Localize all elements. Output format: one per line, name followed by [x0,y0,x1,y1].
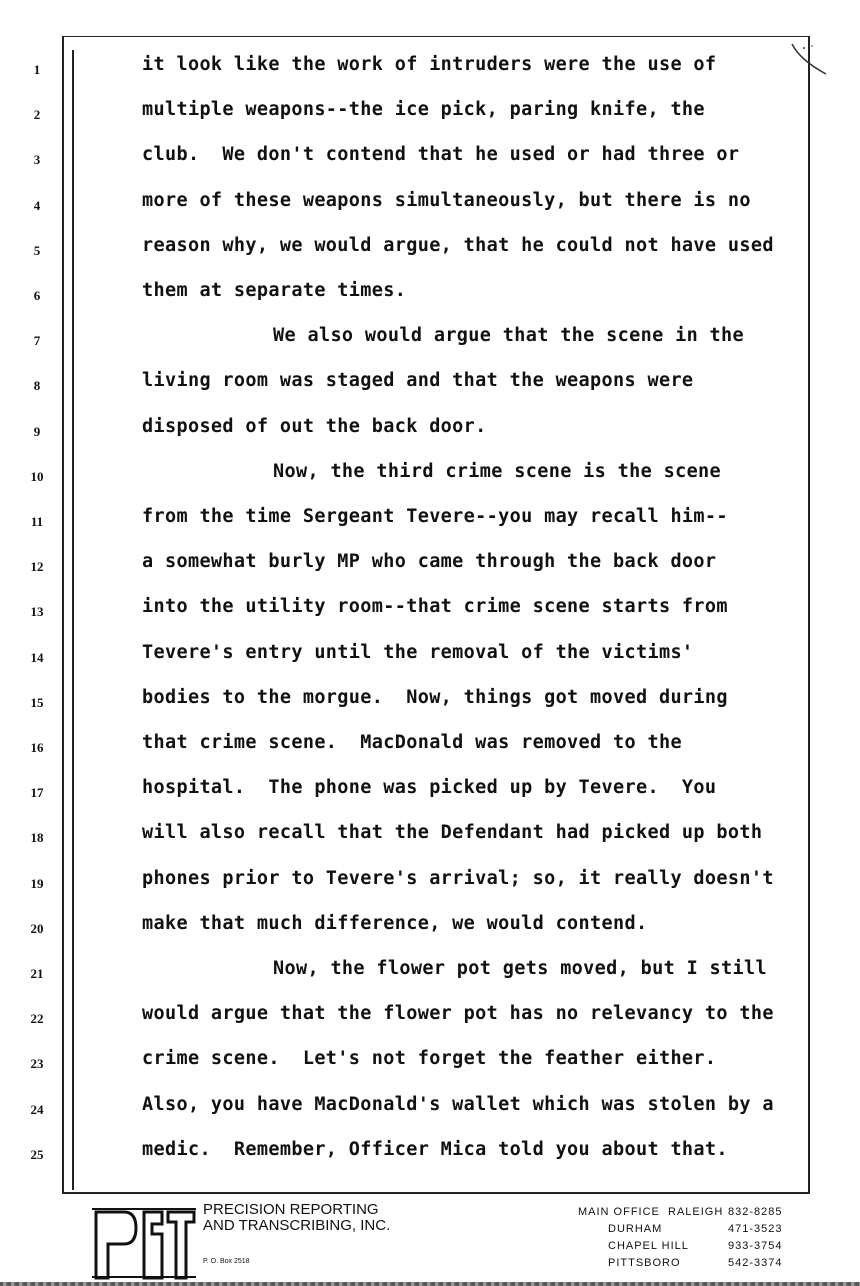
line-text: club. We don't contend that he used or had three or [142,144,740,166]
line-number: 19 [30,875,44,891]
transcript-line [0,278,860,318]
transcript-line [0,323,860,363]
line-text: that crime scene. MacDonald was removed to the [142,732,682,753]
line-number: 22 [30,1011,44,1027]
line-text: living room was staged and that the weapons were [142,370,694,392]
office-name: MAIN OFFICE RALEIGH [578,1206,724,1218]
line-number: 11 [30,514,44,529]
line-number: 15 [30,694,44,710]
firm-name-line1: PRECISION REPORTING [203,1201,379,1218]
office-name: DURHAM [608,1223,663,1235]
line-number: 16 [30,740,44,755]
line-number: 10 [30,468,44,484]
transcript-line [0,233,860,273]
line-number: 14 [30,649,44,665]
transcript-line [0,1046,860,1086]
office-phone: 933-3754 [728,1240,783,1252]
transcript-line [0,188,860,228]
page-footer [0,1196,860,1286]
transcript-line [0,685,860,725]
line-text: phones prior to Tevere's arrival; so, it really doesn't [142,867,774,889]
line-text: from the time Sergeant Tevere--you may recall him-- [142,506,728,527]
line-number: 1 [33,62,41,77]
office-phone: 471-3523 [728,1223,783,1235]
line-number: 18 [30,830,44,846]
transcript-line [0,52,860,92]
line-number: 5 [33,242,41,258]
transcript-line [0,504,860,544]
transcript-line [0,368,860,408]
line-text: Now, the third crime scene is the scene [273,460,722,482]
transcript-line [0,866,860,906]
transcript-line [0,640,860,680]
office-entry [608,1223,783,1235]
line-number: 12 [30,559,44,575]
line-text: more of these weapons simultaneously, but there is no [142,189,751,211]
transcript-line [0,730,860,770]
line-text: medic. Remember, Officer Mica told you about that. [142,1138,728,1160]
line-number: 21 [30,966,44,981]
line-number: 7 [33,333,41,349]
line-text: We also would argue that the scene in the [273,325,745,347]
line-text: it look like the work of intruders were the use of [142,54,717,75]
office-phone: 832-8285 [728,1206,783,1218]
pt-logo-icon [90,1204,198,1280]
line-number: 6 [33,288,41,303]
line-number: 24 [30,1101,44,1117]
office-entry [578,1206,783,1218]
line-number: 3 [33,152,41,168]
line-text: disposed of out the back door. [142,415,487,437]
line-text: would argue that the flower pot has no relevancy to the [142,1003,774,1025]
transcript-line [0,775,860,815]
line-number: 17 [30,785,44,801]
line-number: 4 [33,197,41,213]
office-name: CHAPEL HILL [608,1240,689,1252]
line-text: hospital. The phone was picked up by Tevere. You [142,777,717,799]
transcript-line [0,97,860,137]
line-text: crime scene. Let's not forget the feather either. [142,1048,717,1070]
transcript-line [0,820,860,860]
transcript-line [0,956,860,996]
firm-name [203,1202,390,1234]
line-text: Now, the flower pot gets moved, but I still [273,958,767,979]
transcript-line [0,911,860,951]
transcript-line [0,142,860,182]
line-number: 13 [30,604,44,620]
transcript-line [0,549,860,589]
office-phone: 542-3374 [728,1257,783,1269]
line-text: will also recall that the Defendant had picked up both [142,822,763,844]
line-number: 8 [33,378,41,394]
line-number: 25 [30,1146,44,1162]
transcript-line [0,1092,860,1132]
transcript-line [0,1001,860,1041]
scan-edge [0,1282,860,1286]
transcript-line [0,414,860,454]
line-text: Also, you have MacDonald's wallet which was stolen by a [142,1093,774,1115]
line-number: 20 [30,920,44,936]
line-text: a somewhat burly MP who came through the back door [142,551,717,573]
transcript-line [0,459,860,499]
line-text: multiple weapons--the ice pick, paring knife, the [142,99,705,121]
line-text: reason why, we would argue, that he could not have used [142,234,774,256]
office-name: PITTSBORO [608,1257,681,1269]
line-text: them at separate times. [142,280,407,301]
line-text: make that much difference, we would contend. [142,912,648,934]
transcript-line [0,1137,860,1177]
line-text: bodies to the morgue. Now, things got moved during [142,686,728,708]
line-number: 23 [30,1056,44,1072]
line-number: 2 [33,107,41,123]
firm-name-line2: AND TRANSCRIBING, INC. [203,1217,391,1234]
office-entry [608,1257,783,1269]
transcript-line [0,594,860,634]
line-text: Tevere's entry until the removal of the victims' [142,641,694,663]
line-text: into the utility room--that crime scene starts from [142,596,728,618]
office-entry [608,1240,783,1252]
line-number: 9 [33,423,41,439]
po-box: P. O. Box 2518 [203,1258,250,1265]
